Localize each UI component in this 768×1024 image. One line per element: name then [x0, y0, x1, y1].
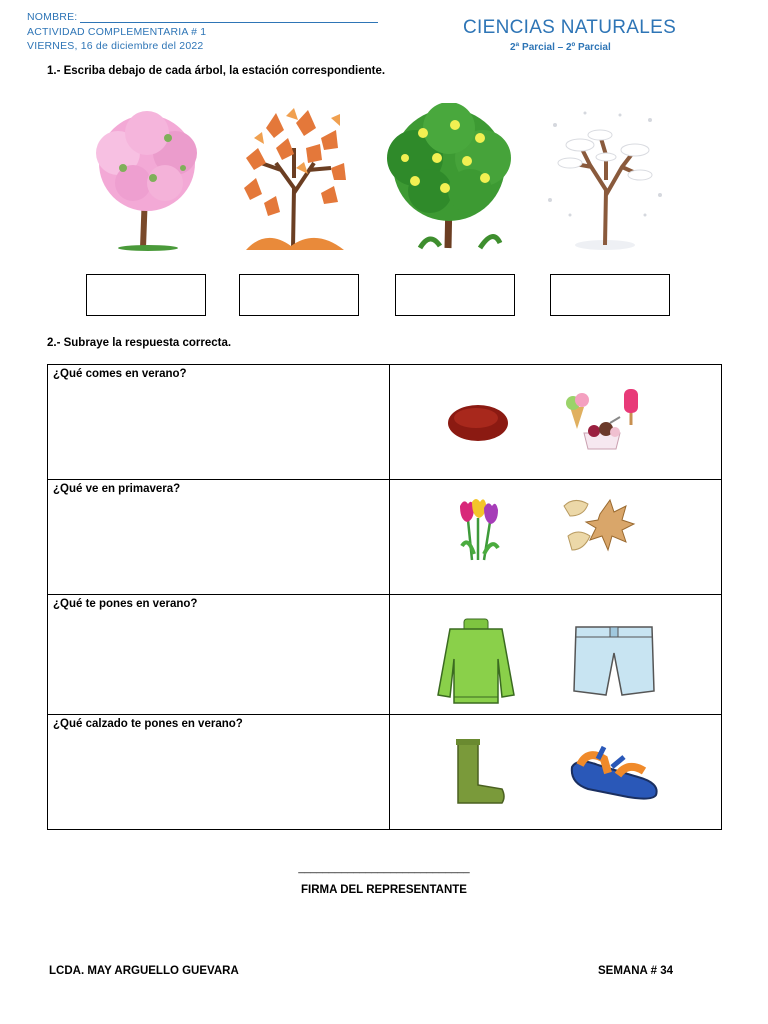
- winter-tree-icon: [540, 105, 670, 253]
- answer-box-2[interactable]: [239, 274, 359, 316]
- options-cell-3: [390, 595, 722, 715]
- page-title: CIENCIAS NATURALES: [463, 17, 677, 38]
- options-cell-4: [390, 715, 722, 830]
- sandal-icon[interactable]: [568, 737, 660, 803]
- bread-icon[interactable]: [446, 401, 510, 443]
- ice-cream-icon[interactable]: [560, 387, 646, 453]
- name-label: NOMBRE:: [27, 11, 78, 23]
- spring-tree-icon: [83, 108, 213, 253]
- shorts-icon[interactable]: [572, 623, 656, 699]
- tulips-icon[interactable]: [454, 496, 502, 564]
- week-number: SEMANA # 34: [598, 965, 673, 977]
- page-subtitle: 2ª Parcial – 2º Parcial: [510, 42, 611, 53]
- activity-label: ACTIVIDAD COMPLEMENTARIA # 1: [27, 26, 207, 38]
- question-3: ¿Qué te pones en verano?: [48, 595, 390, 715]
- answer-box-4[interactable]: [550, 274, 670, 316]
- instruction-2: 2.- Subraye la respuesta correcta.: [47, 337, 232, 349]
- table-row: [48, 715, 722, 830]
- question-4: ¿Qué calzado te pones en verano?: [48, 715, 390, 830]
- instruction-1: 1.- Escriba debajo de cada árbol, la estación correspondiente.: [47, 65, 386, 77]
- name-underline[interactable]: [80, 22, 378, 23]
- answer-box-1[interactable]: [86, 274, 206, 316]
- signature-label: FIRMA DEL REPRESENTANTE: [301, 884, 467, 896]
- table-row: [48, 480, 722, 595]
- questions-table: [47, 364, 722, 830]
- autumn-tree-icon: [236, 108, 351, 256]
- table-row: [48, 595, 722, 715]
- sweater-icon[interactable]: [434, 615, 518, 707]
- options-cell-1: [390, 365, 722, 480]
- summer-tree-icon: [385, 103, 515, 253]
- signature-line[interactable]: ____________________________: [298, 862, 470, 874]
- date-label: VIERNES, 16 de diciembre del 2022: [27, 40, 204, 52]
- question-1: ¿Qué comes en verano?: [48, 365, 390, 480]
- answer-box-3[interactable]: [395, 274, 515, 316]
- question-2: ¿Qué ve en primavera?: [48, 480, 390, 595]
- teacher-name: LCDA. MAY ARGUELLO GUEVARA: [49, 965, 239, 977]
- table-row: [48, 365, 722, 480]
- dry-leaves-icon[interactable]: [560, 496, 636, 558]
- rain-boot-icon[interactable]: [452, 737, 508, 807]
- options-cell-2: [390, 480, 722, 595]
